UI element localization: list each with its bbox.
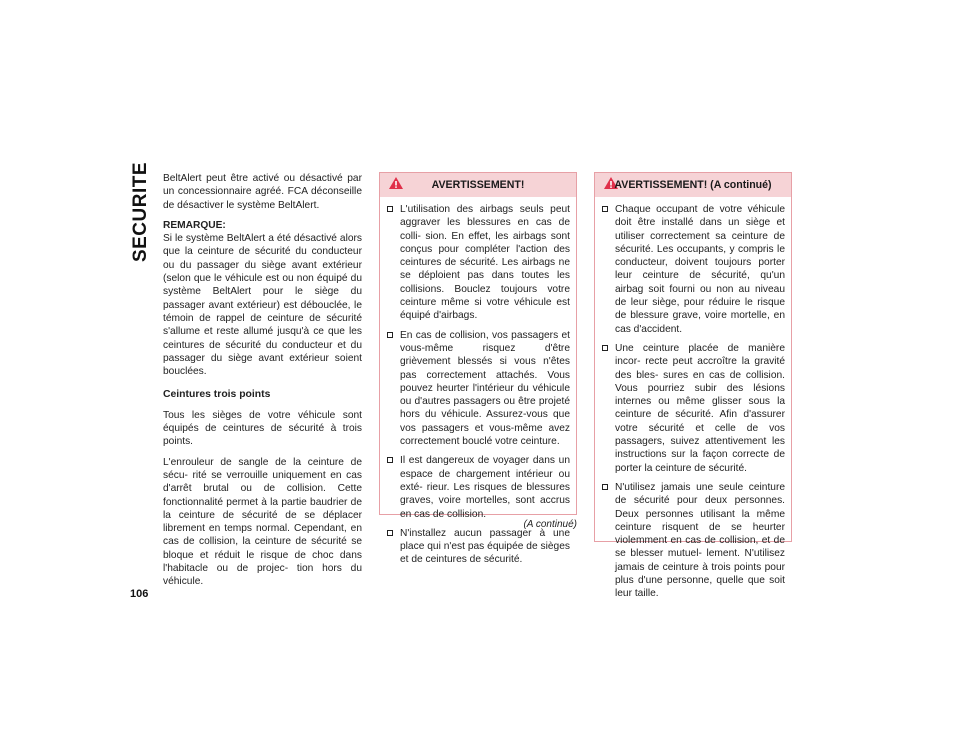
section-tab [128,161,154,263]
list-item [601,342,785,475]
list-item [386,329,570,449]
list-item-text: Il est dangereux de voyager dans un espace de chargement intérieur ou exté- rieur. Les risques de blessures graves, voire mortelles, sont accrus en cas de collision. [400,455,570,520]
main-text-column [163,172,362,596]
list-item-text: N'utilisez jamais une seule ceinture de sécurité pour deux personnes. Deux personnes utilisant la même ceinture risquent de se heurter violemment en cas de collision, et de se blesser mutuel- lement. N'utilisez jamais de ceinture à trois points pour plus d'une personne, quelle que soit leur taille. [615,481,785,600]
square-bullet-icon [602,345,608,351]
square-bullet-icon [387,457,393,463]
warning-header-1 [380,173,576,197]
section-label: SECURITE [130,161,151,263]
list-item [386,527,570,567]
continued-label: (A continué) [523,519,577,530]
paragraph-beltalert: BeltAlert peut être activé ou désactivé par un concessionnaire agréé. FCA déconseille de désactiver le système BeltAlert. [163,173,362,211]
warning-title-1: AVERTISSEMENT! [431,179,525,191]
square-bullet-icon [602,484,608,490]
paragraph-three-point: Tous les sièges de votre véhicule sont équipés de ceintures de sécurité à trois points. [163,409,362,448]
warning-box-2 [594,172,792,600]
list-item [386,454,570,520]
list-item-text: En cas de collision, vos passagers et vous-même risquez d'être grièvement blessés si vous n'êtes pas correctement attachés. Vous pouvez heurter l'intérieur du véhicule ou d'autres passagers ou être projeté hors du véhicule. Assurez-vous que vos passagers et vous-même avez correctement bouclé votre ceinture. [400,329,570,448]
note-title: REMARQUE: [163,219,226,231]
warning-list-2 [595,197,791,611]
square-bullet-icon [387,530,393,536]
section-heading: Ceintures trois points [163,389,271,401]
warning-header-2 [595,173,791,197]
list-item [601,203,785,336]
warning-title-2: AVERTISSEMENT! (A continué) [614,179,772,191]
list-item [601,481,785,601]
list-item-text: Une ceinture placée de manière incor- recte peut accroître la gravité des bles- sures en cas de collision. Vous pourriez subir des lésions internes ou même glisser sous la ceinture de sécurité. Afin d'assurer votre sécurité et celle de vos passagers, suivez attentivement les instructions sur la façon correcte de porter la ceinture de sécurité. [615,342,785,474]
square-bullet-icon [387,332,393,338]
square-bullet-icon [602,206,608,212]
list-item [386,203,570,323]
list-item-text: Chaque occupant de votre véhicule doit être installé dans un siège et utiliser correctement sa ceinture de sécurité. Les occupants, y compris le conducteur, doivent toujours porter leur ceinture de sécurité, qu'un airbag soit fourni ou non au niveau de leur siège, pour réduire le risque de blessure grave, voire mortelle, en cas d'accident. [615,204,785,335]
list-item-text: N'installez aucun passager à une place qui n'est pas équipée de sièges et de ceintures de sécurité. [400,527,570,566]
note-text: Si le système BeltAlert a été désactivé alors que la ceinture de sécurité du conducteur ou du passager du siège avant extérieur (selon que le véhicule est ou non équipé du système BeltAlert pour le siège du passager avant extérieur) est débouclée, le témoin de rappel de ceinture de sécurité s'allume et reste allumé jusqu'à ce que les ceintures de sécurité du conducteur et du passager du siège avant extérieur soient bouclées. [163,233,362,378]
list-item-text: L'utilisation des airbags seuls peut aggraver les blessures en cas de colli- sion. En effet, les airbags sont conçus pour compléter l'action des ceintures de sécurité. Les airbags ne se déploient pas dans toutes les collisions. Bouclez toujours votre ceinture même si votre véhicule est équipé d'airbags. [400,204,570,322]
square-bullet-icon [387,206,393,212]
paragraph-retractor: L'enrouleur de sangle de la ceinture de sécu- rité se verrouille uniquement en cas d'arrêt brutal ou de collision. Cette fonctionnalité permet à la partie baudrier de la ceinture de sécurité de se déplacer librement en temps normal. Cependant, en cas de collision, la ceinture de sécurité se bloque et réduit le risque de choc dans l'habitacle ou de projec- tion hors du véhicule. [163,456,362,588]
page-number: 106 [130,588,149,600]
